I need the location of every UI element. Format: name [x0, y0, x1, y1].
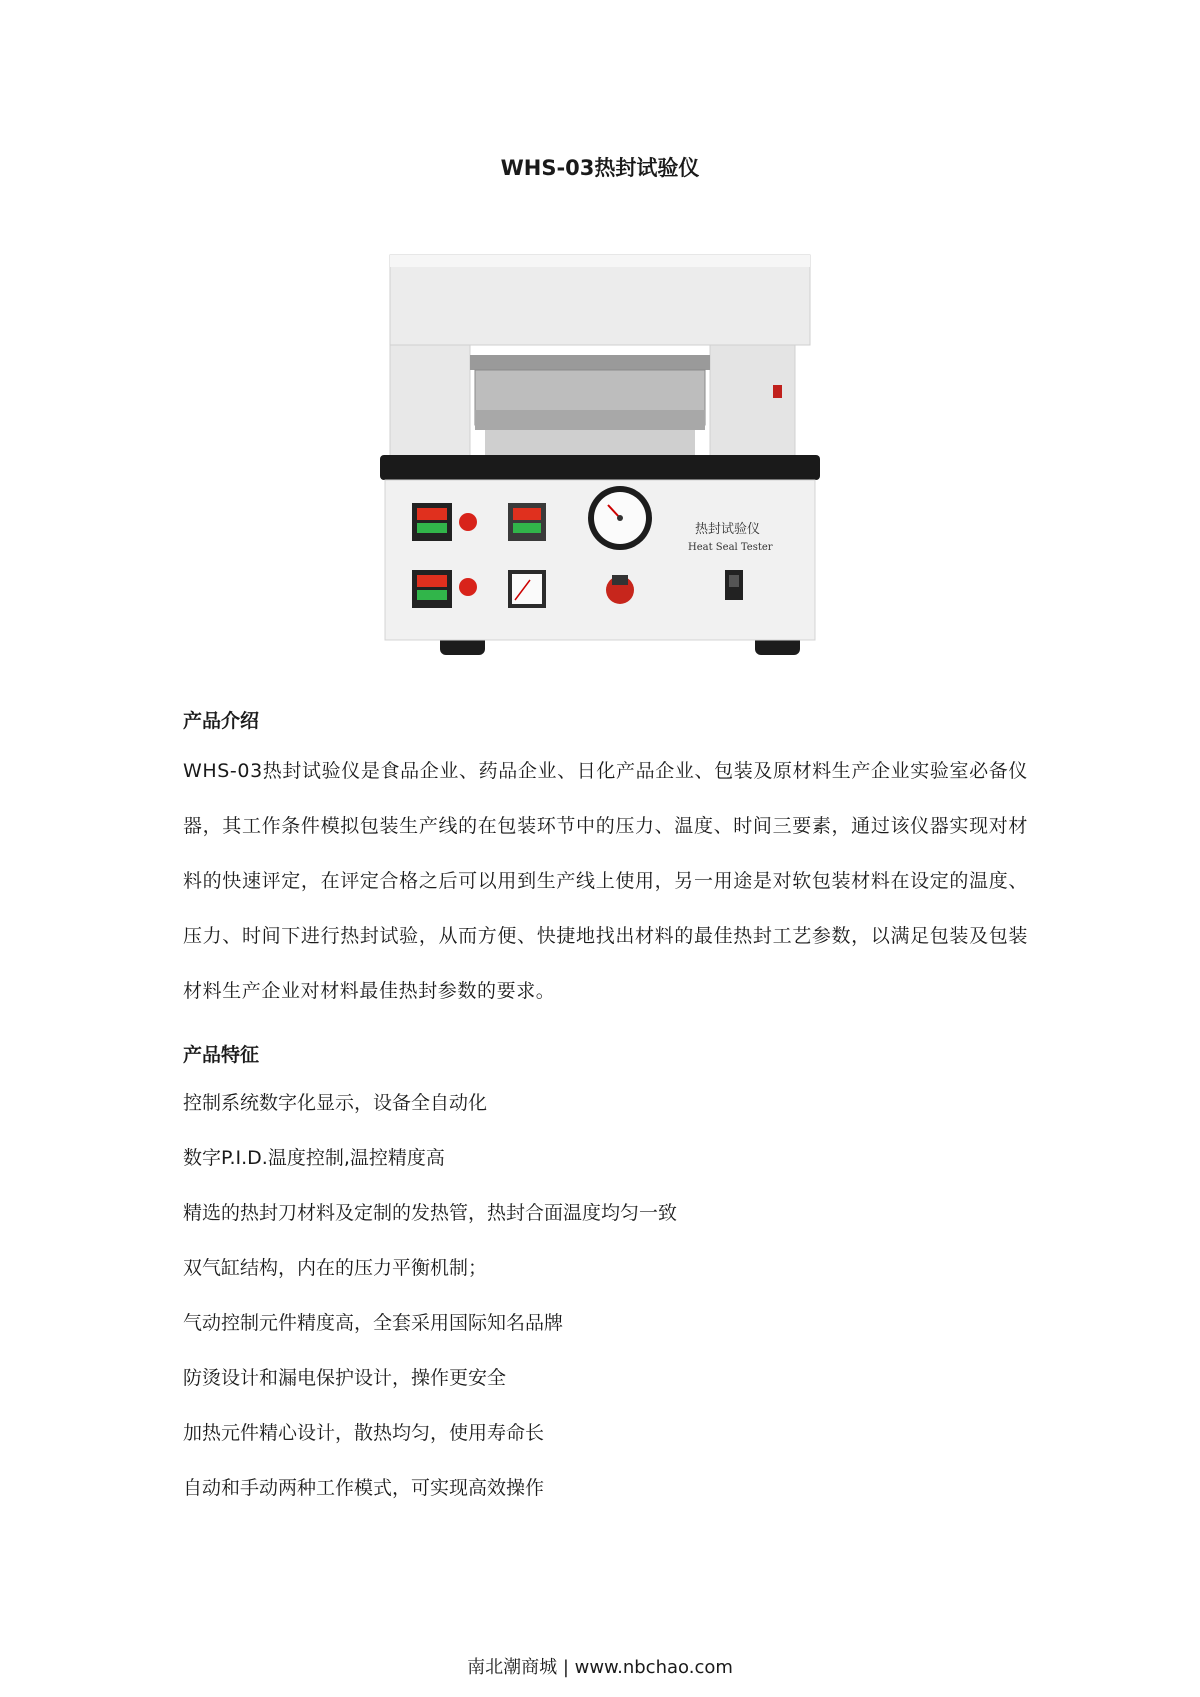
feature-item: 双气缸结构，内在的压力平衡机制； [183, 1257, 488, 1279]
right-column [710, 345, 795, 460]
top-housing [390, 255, 810, 345]
footer-site-link[interactable]: 南北潮商城 | www.nbchao.com [467, 1657, 733, 1678]
heat-indicator-lower [459, 578, 477, 596]
product-photo [380, 250, 820, 660]
power-indicator [773, 385, 782, 398]
panel-label-en: Heat Seal Tester [688, 542, 773, 553]
feature-item: 自动和手动两种工作模式，可实现高效操作 [183, 1477, 545, 1499]
feature-item: 气动控制元件精度高，全套采用国际知名品牌 [183, 1312, 564, 1334]
feature-item: 数字P.I.D.温度控制,温控精度高 [183, 1147, 445, 1169]
feature-item: 控制系统数字化显示，设备全自动化 [183, 1092, 488, 1114]
heat-indicator-upper [459, 513, 477, 531]
side-column [390, 345, 470, 460]
feature-item: 防烫设计和漏电保护设计，操作更安全 [183, 1367, 507, 1389]
intro-paragraph: WHS-03热封试验仪是食品企业、药品企业、日化产品企业、包装及原材料生产企业实验室必备仪器，其工作条件模拟包装生产线的在包装环节中的压力、温度、时间三要素，通过该仪器实现对材料的快速评定，在评定合格之后可以用到生产线上使用，另一用途是对软包装材料在设定的温度、压力、时间下进行热封试验，从而方便、快捷地找出材料的最佳热封工艺参数，以满足包装及包装材料生产企业对材料最佳热封参数的要求。 [183, 760, 1028, 1002]
upper-jaw [470, 355, 710, 370]
feature-item: 精选的热封刀材料及定制的发热管，热封合面温度均匀一致 [183, 1202, 678, 1224]
feature-item: 加热元件精心设计，散热均匀，使用寿命长 [183, 1422, 545, 1444]
feature-list [183, 1076, 677, 1516]
section-heading-features: 产品特征 [183, 1044, 260, 1066]
black-table-plate [380, 455, 820, 480]
document-title: WHS-03热封试验仪 [500, 156, 700, 180]
panel-label-cn: 热封试验仪 [695, 522, 761, 537]
section-heading-intro: 产品介绍 [183, 710, 260, 732]
